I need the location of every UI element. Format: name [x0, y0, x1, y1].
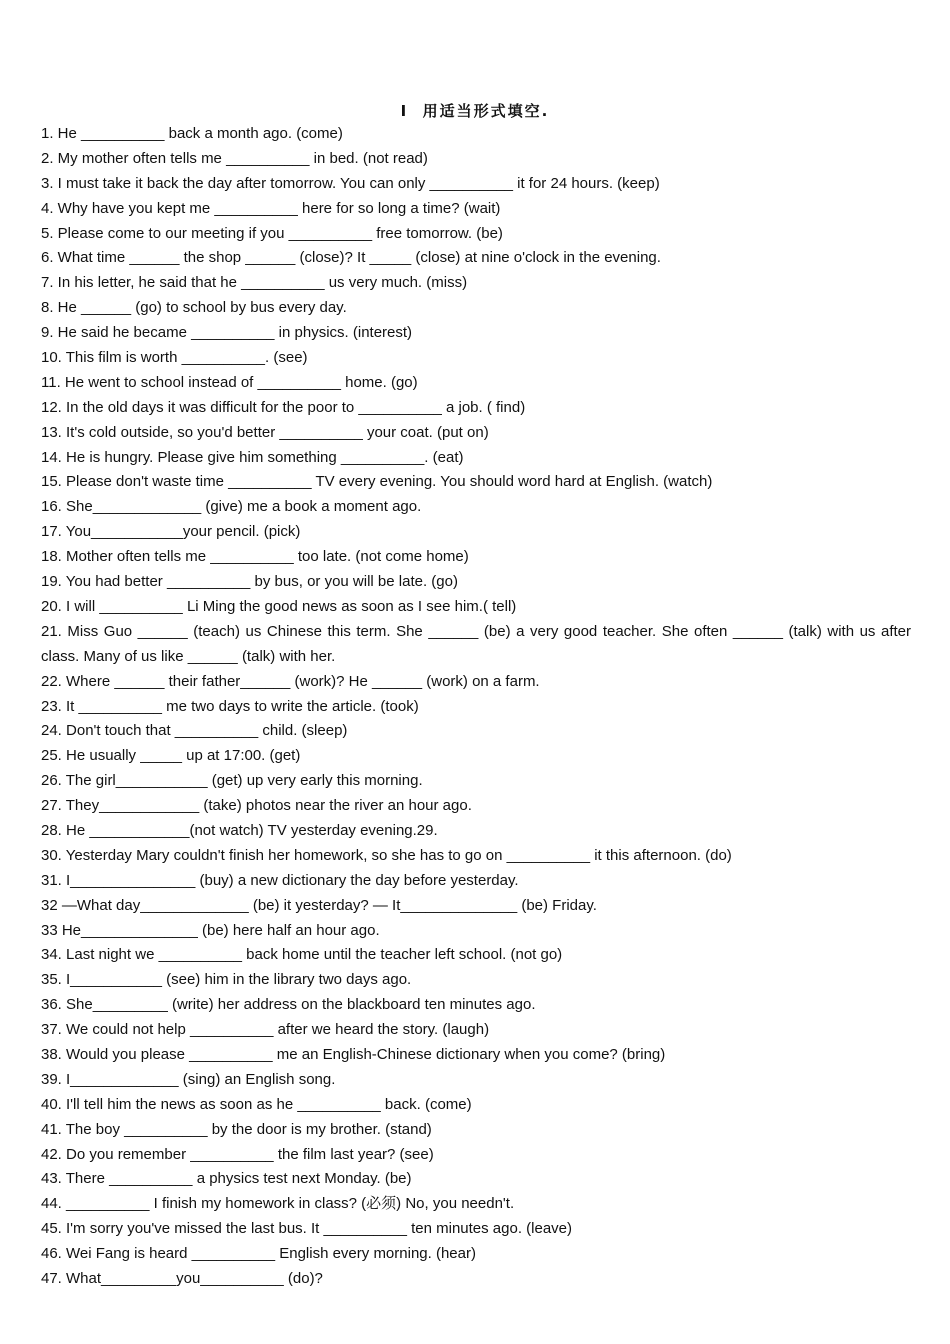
exercise-item: 38. Would you please __________ me an English-Chinese dictionary when you come? (bring) [41, 1045, 666, 1063]
exercise-item: 40. I'll tell him the news as soon as he __________ back. (come) [41, 1095, 472, 1113]
exercise-item: 47. What_________you__________ (do)? [41, 1270, 323, 1287]
exercise-item: 14. He is hungry. Please give him something __________. (eat) [41, 448, 464, 466]
exercise-item: 7. In his letter, he said that he __________ us very much. (miss) [41, 274, 468, 292]
exercise-item: 17. You___________your pencil. (pick) [41, 523, 301, 541]
exercise-item: 26. The girl___________ (get) up very early this morning. [41, 772, 423, 790]
exercise-item: 15. Please don't waste time __________ TV every evening. You should word hard at English. (watch) [41, 473, 713, 491]
exercise-item: 4. Why have you kept me __________ here for so long a time? (wait) [41, 199, 501, 217]
exercise-item: 9. He said he became __________ in physics. (interest) [41, 324, 413, 342]
exercise-list [41, 122, 911, 1292]
exercise-item: 3. I must take it back the day after tomorrow. You can only __________ it for 24 hours. (keep) [41, 174, 660, 192]
exercise-item: 13. It's cold outside, so you'd better __________ your coat. (put on) [41, 423, 489, 441]
exercise-item: 24. Don't touch that __________ child. (sleep) [41, 722, 348, 740]
page-title: I 用适当形式填空. [400, 102, 550, 120]
exercise-item: 31. I_______________ (buy) a new dictionary the day before yesterday. [41, 871, 519, 889]
exercise-item: 30. Yesterday Mary couldn't finish her homework, so she has to go on __________ it this afternoon. (do) [41, 846, 732, 864]
exercise-item: 42. Do you remember __________ the film last year? (see) [41, 1145, 434, 1163]
exercise-item: 8. He ______ (go) to school by bus every day. [41, 299, 347, 317]
exercise-item: 21. Miss Guo ______ (teach) us Chinese this term. She ______ (be) a very good teacher. She often ______ (talk) with us after class. Many of us like ______ (talk) with her. [41, 622, 911, 665]
exercise-item: 20. I will __________ Li Ming the good news as soon as I see him.( tell) [41, 597, 517, 615]
exercise-item: 32 —What day_____________ (be) it yesterday? — It______________ (be) Friday. [41, 896, 597, 914]
exercise-item: 11. He went to school instead of __________ home. (go) [41, 373, 418, 391]
exercise-item: 37. We could not help __________ after we heard the story. (laugh) [41, 1021, 490, 1039]
exercise-item: 19. You had better __________ by bus, or you will be late. (go) [41, 573, 458, 591]
exercise-item: 28. He ____________(not watch) TV yesterday evening.29. [41, 821, 438, 839]
exercise-item: 5. Please come to our meeting if you __________ free tomorrow. (be) [41, 224, 503, 242]
exercise-item: 46. Wei Fang is heard __________ English every morning. (hear) [41, 1245, 476, 1263]
exercise-item: 6. What time ______ the shop ______ (close)? It _____ (close) at nine o'clock in the evening. [41, 249, 661, 267]
exercise-item: 16. She_____________ (give) me a book a moment ago. [41, 498, 422, 516]
exercise-item: 43. There __________ a physics test next Monday. (be) [41, 1170, 412, 1188]
exercise-item: 25. He usually _____ up at 17:00. (get) [41, 747, 301, 765]
exercise-item: 45. I'm sorry you've missed the last bus. It __________ ten minutes ago. (leave) [41, 1220, 573, 1238]
exercise-item: 18. Mother often tells me __________ too late. (not come home) [41, 548, 469, 566]
exercise-item: 12. In the old days it was difficult for the poor to __________ a job. ( find) [41, 398, 526, 416]
exercise-item: 36. She_________ (write) her address on the blackboard ten minutes ago. [41, 996, 536, 1014]
exercise-item: 35. I___________ (see) him in the library two days ago. [41, 971, 412, 989]
exercise-item: 10. This film is worth __________. (see) [41, 349, 308, 367]
exercise-item: 41. The boy __________ by the door is my brother. (stand) [41, 1120, 432, 1138]
exercise-item: 23. It __________ me two days to write the article. (took) [41, 697, 419, 715]
exercise-item: 39. I_____________ (sing) an English song. [41, 1070, 336, 1088]
exercise-item: 44. __________ I finish my homework in class? (必须) No, you needn't. [41, 1195, 515, 1213]
exercise-item: 1. He __________ back a month ago. (come) [41, 125, 343, 142]
exercise-item: 33 He______________ (be) here half an hour ago. [41, 921, 380, 939]
exercise-item: 27. They____________ (take) photos near the river an hour ago. [41, 797, 472, 815]
exercise-item: 22. Where ______ their father______ (work)? He ______ (work) on a farm. [41, 672, 540, 690]
exercise-item: 2. My mother often tells me __________ in bed. (not read) [41, 149, 428, 167]
exercise-item: 34. Last night we __________ back home until the teacher left school. (not go) [41, 946, 563, 964]
